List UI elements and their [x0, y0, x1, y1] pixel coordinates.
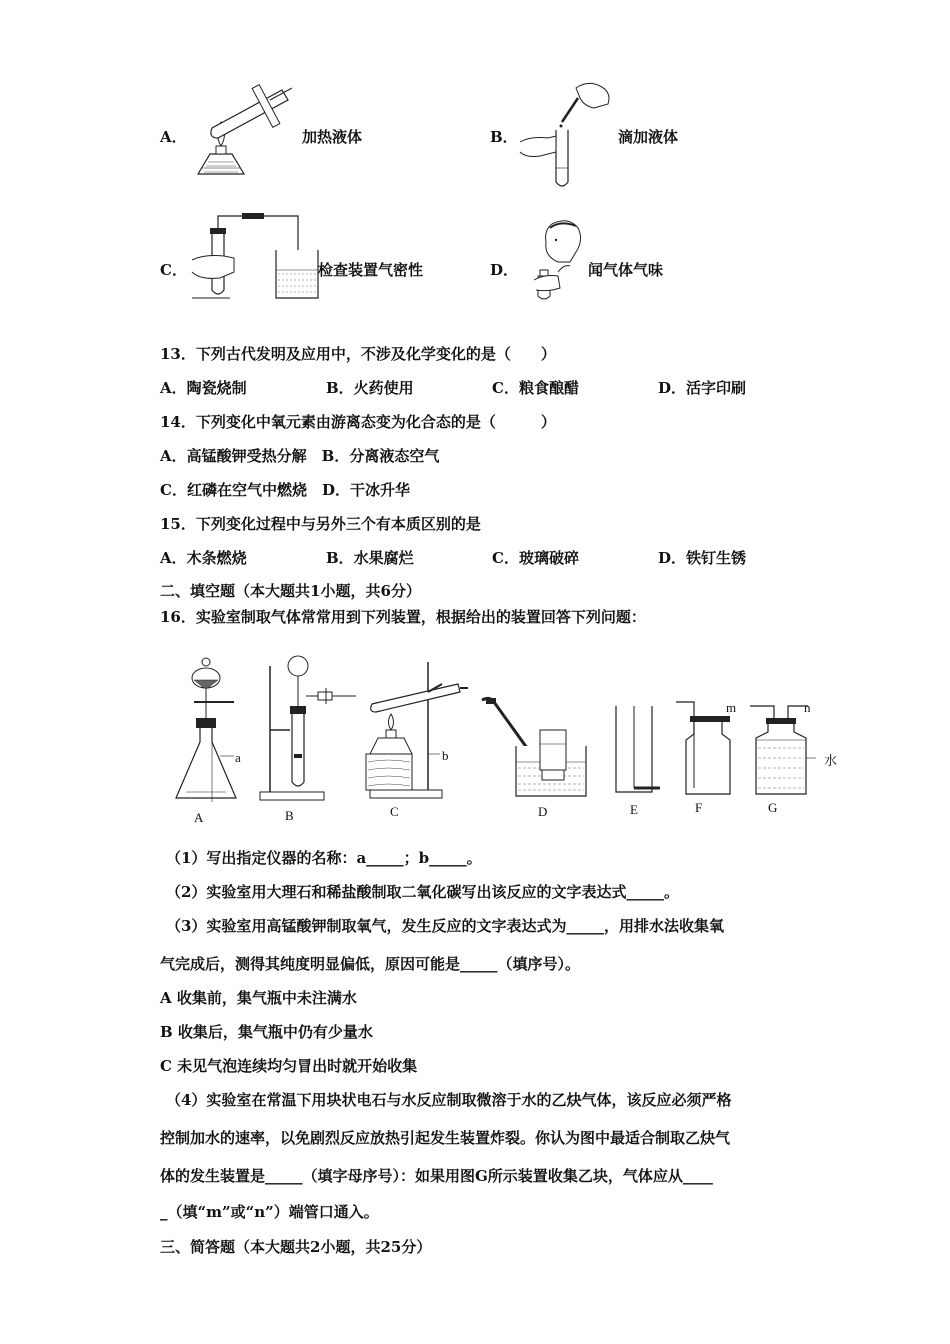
label-apparatus-a: A: [194, 810, 204, 825]
heating-liquid-illustration: [190, 82, 300, 192]
label-apparatus-d: D: [538, 804, 548, 819]
label-m: m: [726, 700, 737, 715]
option-b-letter: B．: [490, 128, 518, 146]
label-b: b: [442, 748, 449, 763]
apparatus-b: [256, 654, 366, 804]
apparatus-e: [612, 704, 664, 802]
q15-option-b: B．水果腐烂: [326, 549, 414, 567]
option-d-letter: D．: [490, 261, 519, 279]
q15-option-a: A．木条燃烧: [160, 549, 247, 567]
question-14-stem: 14．下列变化中氧元素由游离态变为化合态的是（ ）: [160, 413, 556, 431]
q16-option-b: B 收集后，集气瓶中仍有少量水: [160, 1023, 373, 1041]
label-apparatus-c: C: [390, 804, 399, 819]
option-c-text: 检查装置气密性: [318, 261, 424, 279]
q16-part-4-line3: 体的发生装置是_____（填字母序号）：如果用图G所示装置收集乙块，气体应从____: [160, 1167, 713, 1185]
section-2-heading: 二、填空题（本大题共1小题，共6分）: [160, 582, 421, 600]
question-16-stem: 16．实验室制取气体常常用到下列装置，根据给出的装置回答下列问题：: [160, 608, 646, 626]
airtightness-check-illustration: [190, 210, 320, 302]
apparatus-f: [672, 700, 732, 802]
q16-part-2: （2）实验室用大理石和稀盐酸制取二氧化碳写出该反应的文字表达式_____。: [166, 883, 679, 901]
smelling-gas-illustration: [528, 218, 590, 304]
apparatus-d: [480, 696, 590, 802]
q16-part-1: （1）写出指定仪器的名称：a_____；b_____。: [166, 849, 482, 867]
option-c-letter: C．: [160, 261, 187, 279]
question-15-stem: 15．下列变化过程中与另外三个有本质区别的是: [160, 515, 481, 533]
q13-option-b: B．火药使用: [326, 379, 414, 397]
label-n: n: [804, 700, 811, 715]
label-apparatus-b: B: [285, 808, 294, 823]
q13-option-c: C．粮食酿醋: [492, 379, 579, 397]
apparatus-figure: [160, 650, 838, 830]
apparatus-c: [364, 658, 474, 800]
q13-option-a: A．陶瓷烧制: [160, 379, 247, 397]
option-a-letter: A．: [160, 128, 187, 146]
label-a: a: [235, 750, 241, 765]
label-apparatus-g: G: [768, 800, 778, 815]
q16-part-4-line1: （4）实验室在常温下用块状电石与水反应制取微溶于水的乙炔气体，该反应必须严格: [166, 1091, 732, 1109]
option-b-text: 滴加液体: [618, 128, 679, 146]
question-13-stem: 13．下列古代发明及应用中，不涉及化学变化的是（ ）: [160, 345, 556, 363]
q13-option-d: D．活字印刷: [658, 379, 747, 397]
option-a-text: 加热液体: [302, 128, 363, 146]
q14-options-line1: A．高锰酸钾受热分解 B．分离液态空气: [160, 447, 440, 465]
label-apparatus-f: F: [695, 800, 703, 815]
q14-options-line2: C．红磷在空气中燃烧 D．干冰升华: [160, 481, 410, 499]
q16-option-a: A 收集前，集气瓶中未注满水: [160, 989, 357, 1007]
q16-part-4-line2: 控制加水的速率，以免剧烈反应放热引起发生装置炸裂。你认为图中最适合制取乙炔气: [160, 1129, 731, 1147]
q15-option-d: D．铁钉生锈: [658, 549, 747, 567]
section-3-heading: 三、简答题（本大题共2小题，共25分）: [160, 1238, 432, 1256]
q16-option-c: C 未见气泡连续均匀冒出时就开始收集: [160, 1057, 418, 1075]
q15-option-c: C．玻璃破碎: [492, 549, 579, 567]
q16-part-4-line4: _（填“m”或“n”）端管口通入。: [160, 1203, 379, 1221]
option-d-text: 闻气体气味: [588, 261, 664, 279]
dropping-liquid-illustration: [518, 78, 618, 190]
label-water: 水: [824, 753, 838, 768]
label-apparatus-e: E: [630, 802, 638, 817]
q16-part-3-line1: （3）实验室用高锰酸钾制取氧气，发生反应的文字表达式为_____，用排水法收集氧: [166, 917, 724, 935]
q16-part-3-line2: 气完成后，测得其纯度明显偏低，原因可能是_____（填序号）。: [160, 955, 581, 973]
apparatus-a: [172, 652, 252, 804]
